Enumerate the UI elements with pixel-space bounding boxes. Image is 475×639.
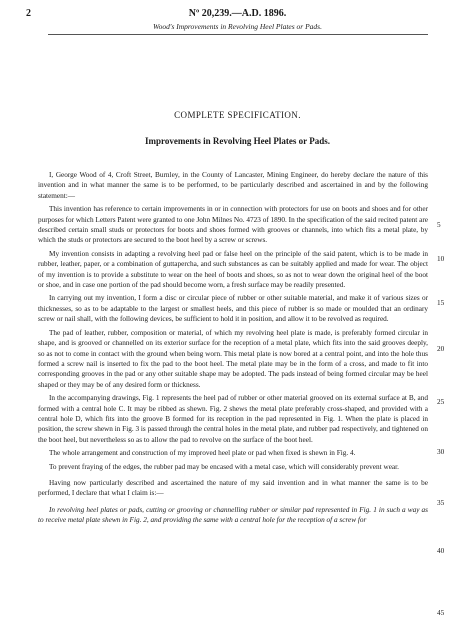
paragraph: This invention has reference to certain improvements in or in connection with protectors for use on boots and shoes and for other purposes for which Letters Patent were granted to one John Milnes No. 4723 of 1890. In the specification of the said recited patent are described certain small studs or protectors for boots and shoes formed with grooves or channels, into which fits a metal plate, by which the studs or protectors are secured to the boot heel by a screw or screws. <box>38 205 428 245</box>
header-rule <box>48 34 428 35</box>
line-number: 5 <box>437 221 441 229</box>
paragraph: In the accompanying drawings, Fig. 1 represents the heel pad of rubber or other material grooved on its external surface at B, and formed with a central hole C. It may be ribbed as shewn. Fig. 2 shews the metal plate preferably cross-shaped, and provided with a central hole D, which fits into the groove B formed for its reception in the pad represented in Fig. 1. When the plate is placed in position, the screw shewn in Fig. 3 is passed through the central holes in the metal plate, and rubber pad respectively, and tightened on the boot heel, but nevertheless so as to allow the pad to revolve on the surface of the boot heel. <box>38 394 428 444</box>
paragraph: The pad of leather, rubber, composition or material, of which my revolving heel plate is made, is preferably formed circular in shape, and is grooved or channelled on its exterior surface for the reception of a metal plate, which fits into the said grooves deeply, so as not to come in contact with the ground when being worn. This metal plate is now bored at a central point, and into the hole thus formed a screw nail is inserted to fix the pad to the boot heel. The metal plate may be in the form of a cross, and made to fit into corresponding grooves in the pad or any other suitable shape may be adopted. The pads instead of being formed circular may be heel shaped or they may be of any desired form or thickness. <box>38 328 428 389</box>
line-number: 20 <box>437 345 445 353</box>
patent-number-title: Nº 20,239.—A.D. 1896. <box>188 8 287 19</box>
paragraph: The whole arrangement and construction of my improved heel plate or pad when fixed is shewn in Fig. 4. <box>49 449 356 458</box>
spec-heading: COMPLETE SPECIFICATION. <box>174 110 301 120</box>
body-text <box>38 170 428 529</box>
main-title: Improvements in Revolving Heel Plates or Pads. <box>145 136 330 146</box>
paragraph: My invention consists in adapting a revolving heel pad or false heel on the principle of the said patent, which is to be made in rubber, leather, paper, or a combination of guttapercha, and such substances as can be suitably applied and made for wear. The object of my invention is to provide a substitute to wear on the heel of boots and shoes, so as not to wear down the original heel of the boot or shoe, and in case one portion of the pad should become worn, a fresh surface may be readily presented. <box>38 249 428 290</box>
paragraph: To prevent fraying of the edges, the rubber pad may be encased with a metal case, which will considerably prevent wear. <box>49 462 399 471</box>
line-number: 35 <box>437 499 445 507</box>
running-title: Wood's Improvements in Revolving Heel Plates or Pads. <box>153 22 322 31</box>
line-number: 40 <box>437 547 445 555</box>
page-number: 2 <box>26 8 31 19</box>
paragraph: I, George Wood of 4, Croft Street, Burnley, in the County of Lancaster, Mining Engineer, do hereby declare the nature of this invention and in what manner the same is to be performed, to be particularly described and ascertained in and by the following statement:— <box>38 171 428 200</box>
line-number: 15 <box>437 299 445 307</box>
paragraph: In revolving heel plates or pads, cutting or grooving or channelling rubber or similar pad represented in Fig. 1 in such a way as to receive metal plate shewn in Fig. 2, and providing the same with a central hole for the reception of a screw for <box>38 505 428 525</box>
line-number: 10 <box>437 255 445 263</box>
line-number: 30 <box>437 448 445 456</box>
paragraph: Having now particularly described and ascertained the nature of my said invention and in what manner the same is to be performed, I declare that what I claim is:— <box>38 478 428 498</box>
paragraph: In carrying out my invention, I form a disc or circular piece of rubber or other suitable material, and make it of various sizes or thicknesses, so as to be adaptable to the largest or smallest heels, and this piece of rubber is so made or moulded that an ordinary screw or nail shall, with the following devices, be sufficient to hold it in position, and allow it to be revolved as required. <box>38 294 428 324</box>
line-number: 25 <box>437 398 445 406</box>
line-number: 45 <box>437 609 445 617</box>
